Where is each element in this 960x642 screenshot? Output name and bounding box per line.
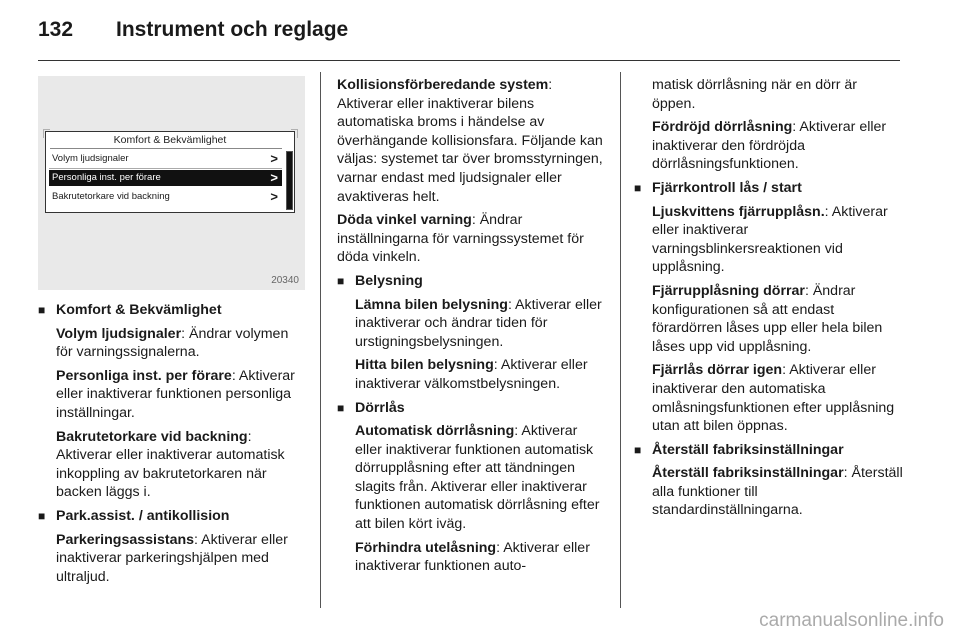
setting-entry	[634, 361, 904, 435]
section-heading: ■ Dörrlås	[337, 399, 605, 418]
chevron-right-icon: >	[270, 151, 278, 166]
figure-number: 20340	[271, 275, 299, 286]
setting-description: : Aktiverar eller inaktiverar parkeringshjälpen med ultraljud.	[56, 531, 288, 585]
section-heading: ■ Komfort & Bekvämlighet	[38, 301, 303, 320]
setting-term: Fördröjd dörrlåsning	[652, 119, 793, 136]
setting-term: Volym ljudsignaler	[56, 325, 182, 342]
setting-term: Personliga inst. per förare	[56, 367, 232, 384]
setting-entry	[38, 428, 303, 502]
setting-description: : Aktiverar eller inaktiverar funktionen automatisk dörrupplåsning efter att tändningen slagits från. Aktiverar eller inaktiverar funktionen automatisk dörrlåsning efter att bilen kört iväg.	[355, 423, 600, 533]
section-heading: ■ Återställ fabriksinställningar	[634, 441, 904, 460]
menu-panel	[45, 131, 295, 213]
setting-description: : Aktiverar eller inaktiverar den automatiska omlåsningsfunktionen efter upplåsning utan att bilen öppnas.	[652, 362, 895, 435]
setting-description: : Aktiverar eller inaktiverar bilens automatiska broms i händelse av överhängande kollisionsfara. Följande kan väljas: systemet tar över bromsstyrningen, varnar endast med ljudsignaler eller avaktiveras helt.	[337, 77, 603, 205]
section-heading: ■ Belysning	[337, 272, 605, 291]
setting-entry	[38, 325, 303, 362]
continued-text: matisk dörrlåsning när en dörr är öppen.	[652, 77, 858, 112]
setting-entry	[337, 76, 605, 206]
menu-scrollbar[interactable]	[286, 151, 293, 210]
setting-description: : Aktiverar eller inaktiverar funktionen personliga inställningar.	[56, 367, 295, 421]
setting-entry	[337, 356, 605, 393]
menu-title-divider	[50, 148, 282, 149]
setting-entry	[337, 539, 605, 576]
setting-description: : Aktiverar eller inaktiverar automatisk inkoppling av bakrutetorkaren när backen läggs i.	[56, 428, 285, 501]
setting-term: Bakrutetorkare vid backning	[56, 428, 248, 445]
setting-entry	[337, 422, 605, 534]
setting-term: Återställ fabriksinställningar	[652, 465, 844, 482]
setting-term: Automatisk dörrlåsning	[355, 423, 515, 440]
setting-term: Ljuskvittens fjärrupplåsn.	[652, 203, 825, 220]
setting-entry	[634, 118, 904, 174]
chevron-right-icon: >	[270, 189, 278, 204]
column-divider	[320, 72, 321, 608]
watermark: carmanualsonline.info	[759, 610, 944, 631]
setting-description: : Ändrar inställningarna för varningssystemet för döda vinkeln.	[337, 212, 584, 266]
menu-item-label: Bakrutetorkare vid backning	[52, 191, 170, 202]
menu-item-personliga-inst[interactable]	[49, 170, 282, 186]
setting-description: : Aktiverar eller inaktiverar funktionen auto-	[355, 539, 590, 575]
display-screen	[45, 131, 302, 289]
setting-entry	[634, 203, 904, 277]
setting-description: : Aktiverar eller inaktiverar välkomstbelysningen.	[355, 357, 588, 392]
setting-entry	[634, 464, 904, 520]
setting-entry	[337, 296, 605, 352]
setting-description: : Aktiverar eller inaktiverar den fördröjda dörrlåsningsfunktionen.	[652, 119, 887, 173]
setting-term: Parkeringsassistans	[56, 531, 195, 548]
menu-item-divider	[49, 168, 282, 169]
page-title: Instrument och reglage	[116, 18, 349, 41]
setting-term: Fjärrlås dörrar igen	[652, 362, 783, 379]
setting-entry	[634, 282, 904, 356]
text-column-3	[634, 76, 904, 525]
text-column-1	[38, 301, 303, 591]
setting-term: Hitta bilen belysning	[355, 357, 494, 374]
setting-term: Fjärrupplåsning dörrar	[652, 282, 805, 299]
setting-term: Förhindra utelåsning	[355, 539, 497, 556]
menu-item-label: Volym ljudsignaler	[52, 153, 129, 164]
section-heading: ■ Park.assist. / antikollision	[38, 507, 303, 526]
setting-term: Lämna bilen belysning	[355, 296, 508, 313]
menu-item-label: Personliga inst. per förare	[52, 172, 161, 183]
menu-title: Komfort & Bekvämlighet	[113, 134, 227, 146]
setting-description: : Aktiverar eller inaktiverar varningsblinkersreaktionen vid upplåsning.	[652, 203, 888, 276]
section-heading: ■ Fjärrkontroll lås / start	[634, 179, 904, 198]
menu-item-bakrutetorkare[interactable]	[49, 189, 282, 205]
menu-figure	[38, 76, 305, 290]
scrollbar-thumb[interactable]	[287, 152, 292, 209]
page-number: 132	[38, 18, 74, 41]
setting-description: : Aktiverar eller inaktiverar och ändrar tiden för urstigningsbelysningen.	[355, 296, 602, 350]
setting-description: : Ändrar konfigurationen så att endast förardörren låses upp eller hela bilen låses upp vid upplåsning.	[652, 282, 883, 355]
setting-entry	[38, 531, 303, 587]
chevron-right-icon: >	[270, 170, 278, 185]
text-column-2	[337, 76, 605, 581]
setting-term: Döda vinkel varning	[337, 212, 472, 229]
header-rule	[38, 60, 900, 61]
setting-term: Kollisionsförberedande system	[337, 77, 549, 93]
setting-description: : Ändrar volymen för varningssignalerna.	[56, 325, 289, 361]
setting-entry	[38, 367, 303, 423]
setting-description: : Återställ alla funktioner till standardinställningarna.	[652, 465, 903, 519]
column-divider	[620, 72, 621, 608]
setting-entry	[337, 211, 605, 267]
menu-item-volym-ljudsignaler[interactable]	[49, 151, 282, 167]
